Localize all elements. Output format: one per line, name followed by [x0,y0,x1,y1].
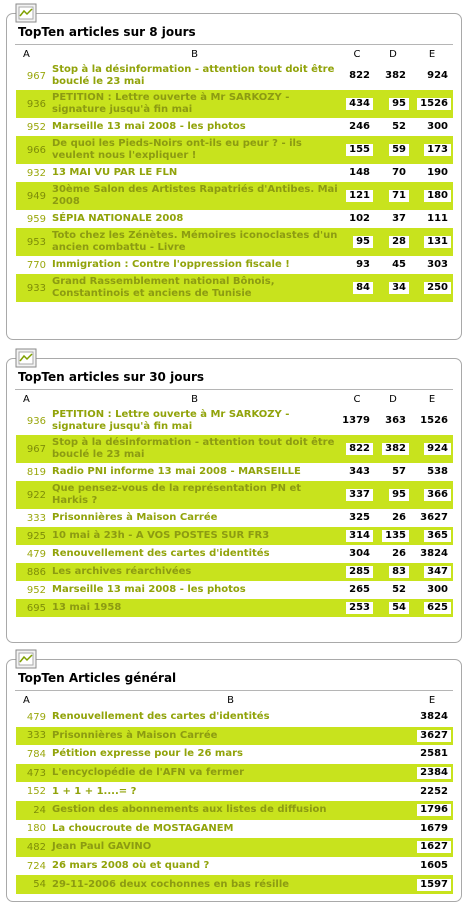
article-id: 152 [26,786,46,798]
count-e: 3824 [417,711,451,723]
count-e: 250 [424,282,451,294]
table-row [16,435,453,463]
count-c: 93 [353,259,373,271]
col-header-a: A [23,695,30,706]
count-e: 625 [424,602,451,614]
count-e: 180 [424,190,451,202]
col-header-a: A [23,49,30,60]
table-row [16,545,453,563]
article-link[interactable]: Radio PNI informe 13 mai 2008 - MARSEILLE [52,466,301,477]
count-c: 434 [346,98,373,110]
article-link[interactable]: Jean Paul GAVINO [50,838,411,857]
table-row [16,118,453,136]
count-e: 303 [424,259,451,271]
article-link[interactable]: Stop à la désinformation - attention tout doit être bouclé le 23 mai [50,435,339,463]
article-id: 482 [16,838,50,857]
count-c: 285 [346,566,373,578]
article-id: 770 [26,259,46,271]
table-row [16,801,453,820]
col-header-c: C [353,394,361,405]
count-e: 3824 [417,548,451,560]
count-d: 45 [389,259,409,271]
count-d: 135 [382,530,409,542]
table-row [16,90,453,118]
count-e: 1679 [417,823,451,835]
count-e: 538 [424,466,451,478]
panel-topten-8-days [6,13,462,340]
chart-icon [15,649,37,669]
count-e: 924 [424,443,451,455]
article-id: 724 [26,860,46,872]
article-link[interactable]: PETITION : Lettre ouverte à Mr SARKOZY - signature jusqu'à fin mai [50,90,339,118]
article-link[interactable]: PETITION : Lettre ouverte à Mr SARKOZY - signature jusqu'à fin mai [52,409,290,432]
table-row [16,164,453,182]
article-id: 967 [16,435,50,463]
count-e: 2581 [417,748,451,760]
article-link[interactable]: Que pensez-vous de la représentation PN et Harkis ? [50,481,339,509]
count-c: 84 [353,282,373,294]
article-link[interactable]: Prisonnières à Maison Carrée [52,512,218,523]
count-c: 121 [346,190,373,202]
table-row [16,782,453,801]
article-id: 949 [16,182,50,210]
col-header-d: D [389,49,397,60]
article-link[interactable]: SÉPIA NATIONALE 2008 [52,213,184,224]
stats-table [16,392,453,617]
article-link[interactable]: De quoi les Pieds-Noirs ont-ils eu peur ? - ils veulent nous l'expliquer ! [50,136,339,164]
table-row [16,875,453,894]
header-row [16,47,453,62]
col-header-b: B [191,394,198,405]
count-d: 95 [389,98,409,110]
header-row [16,392,453,407]
col-header-c: C [353,49,361,60]
count-c: 265 [346,584,373,596]
article-link[interactable]: 13 mai 1958 [50,599,339,617]
article-id: 333 [16,727,50,746]
article-id: 953 [16,228,50,256]
col-header-e: E [428,695,436,706]
table-row [16,182,453,210]
count-c: 253 [346,602,373,614]
count-e: 300 [424,121,451,133]
article-link[interactable]: 1 + 1 + 1....= ? [52,785,137,797]
count-d: 70 [389,167,409,179]
article-link[interactable]: 26 mars 2008 où et quand ? [52,860,210,872]
article-link[interactable]: Immigration : Contre l'oppression fiscale ! [52,259,290,270]
table-row [16,563,453,581]
count-e: 1597 [417,879,451,891]
panel-title: TopTen articles sur 8 jours [18,25,196,39]
article-link[interactable]: Renouvellement des cartes d'identités [52,548,270,559]
count-e: 111 [424,213,451,225]
col-header-b: B [191,49,198,60]
col-header-d: D [389,394,397,405]
stats-table [16,47,453,302]
article-id: 473 [16,764,50,783]
col-header-e: E [428,49,436,60]
count-e: 3627 [417,512,451,524]
count-c: 314 [346,530,373,542]
count-c: 304 [346,548,373,560]
count-c: 155 [346,144,373,156]
article-id: 952 [26,584,46,596]
table-row [16,857,453,876]
article-link[interactable]: 29-11-2006 deux cochonnes en bas résille [50,875,411,894]
count-e: 924 [424,70,451,82]
count-d: 37 [389,213,409,225]
article-id: 959 [26,213,46,225]
article-link[interactable]: L'encyclopédie de l'AFN va fermer [50,764,411,783]
article-link[interactable]: Marseille 13 mai 2008 - les photos [52,584,246,595]
article-link[interactable]: 30ème Salon des Artistes Rapatriés d'Antibes. Mai 2008 [50,182,339,210]
table-row [16,407,453,435]
count-d: 52 [389,121,409,133]
article-link[interactable]: Toto chez les Zénètes. Mémoires iconoclastes d'un ancien combattu - Livre [50,228,339,256]
divider [15,44,453,45]
article-link[interactable]: Grand Rassemblement national Bônois, Constantinois et anciens de Tunisie [50,274,339,302]
divider [15,389,453,390]
col-header-e: E [428,394,436,405]
table-row [16,62,453,90]
count-c: 343 [346,466,373,478]
table-row [16,136,453,164]
count-d: 26 [389,512,409,524]
article-id: 922 [16,481,50,509]
count-c: 148 [346,167,373,179]
article-id: 479 [26,548,46,560]
header-row [16,693,453,708]
count-e: 3627 [417,730,451,742]
count-d: 57 [389,466,409,478]
count-e: 366 [424,489,451,501]
panel-title: TopTen articles sur 30 jours [18,370,205,384]
article-link[interactable]: La choucroute de MOSTAGANEM [52,822,234,834]
count-e: 2252 [417,786,451,798]
count-c: 325 [346,512,373,524]
table-row [16,509,453,527]
table-row [16,210,453,228]
stats-table [16,693,453,894]
article-id: 936 [16,90,50,118]
count-e: 190 [424,167,451,179]
col-header-b: B [227,695,234,706]
table-row [16,463,453,481]
panel-topten-30-days [6,358,462,643]
count-e: 1796 [417,804,451,816]
article-id: 933 [16,274,50,302]
table-row [16,599,453,617]
count-d: 28 [389,236,409,248]
article-link[interactable]: Gestion des abonnements aux listes de diffusion [50,801,411,820]
article-id: 24 [16,801,50,820]
count-c: 822 [346,443,373,455]
article-id: 936 [26,415,46,427]
count-c: 246 [346,121,373,133]
divider [15,690,453,691]
count-d: 382 [382,443,409,455]
article-link[interactable]: 13 MAI VU PAR LE FLN [52,167,178,178]
count-d: 71 [389,190,409,202]
col-header-a: A [23,394,30,405]
count-e: 1526 [417,415,451,427]
article-id: 54 [16,875,50,894]
table-row [16,745,453,764]
article-id: 925 [16,527,50,545]
article-id: 333 [26,512,46,524]
count-c: 1379 [339,415,373,427]
article-link[interactable]: Prisonnières à Maison Carrée [50,727,411,746]
article-id: 952 [26,121,46,133]
count-c: 95 [353,236,373,248]
table-row [16,727,453,746]
table-row [16,481,453,509]
count-e: 365 [424,530,451,542]
chart-icon [15,348,37,368]
article-id: 966 [16,136,50,164]
table-row [16,820,453,839]
table-row [16,256,453,274]
table-row [16,708,453,727]
count-c: 822 [346,70,373,82]
article-link[interactable]: Les archives réarchivées [50,563,339,581]
count-e: 1605 [417,860,451,872]
panel-topten-general [6,659,462,902]
table-row [16,228,453,256]
count-d: 363 [382,415,409,427]
article-link[interactable]: Renouvellement des cartes d'identités [52,711,270,723]
article-id: 967 [26,70,46,82]
count-e: 1627 [417,841,451,853]
article-id: 819 [26,466,46,478]
count-d: 95 [389,489,409,501]
chart-icon [15,3,37,23]
table-row [16,581,453,599]
article-id: 180 [26,823,46,835]
article-id: 784 [26,748,46,760]
article-id: 886 [16,563,50,581]
count-d: 54 [389,602,409,614]
count-e: 173 [424,144,451,156]
article-link[interactable]: Stop à la désinformation - attention tout doit être bouclé le 23 mai [52,64,335,87]
table-row [16,838,453,857]
count-d: 52 [389,584,409,596]
article-id: 695 [16,599,50,617]
table-row [16,527,453,545]
table-row [16,274,453,302]
count-d: 382 [382,70,409,82]
article-link[interactable]: Pétition expresse pour le 26 mars [52,748,243,760]
panel-title: TopTen Articles général [18,671,177,685]
count-e: 347 [424,566,451,578]
count-e: 300 [424,584,451,596]
count-e: 131 [424,236,451,248]
count-e: 2384 [417,767,451,779]
article-id: 932 [26,167,46,179]
count-e: 1526 [417,98,451,110]
article-link[interactable]: 10 mai à 23h - A VOS POSTES SUR FR3 [50,527,339,545]
count-c: 102 [346,213,373,225]
count-d: 59 [389,144,409,156]
article-id: 479 [26,711,46,723]
count-d: 26 [389,548,409,560]
count-d: 83 [389,566,409,578]
table-row [16,764,453,783]
article-link[interactable]: Marseille 13 mai 2008 - les photos [52,121,246,132]
count-c: 337 [346,489,373,501]
count-d: 34 [389,282,409,294]
